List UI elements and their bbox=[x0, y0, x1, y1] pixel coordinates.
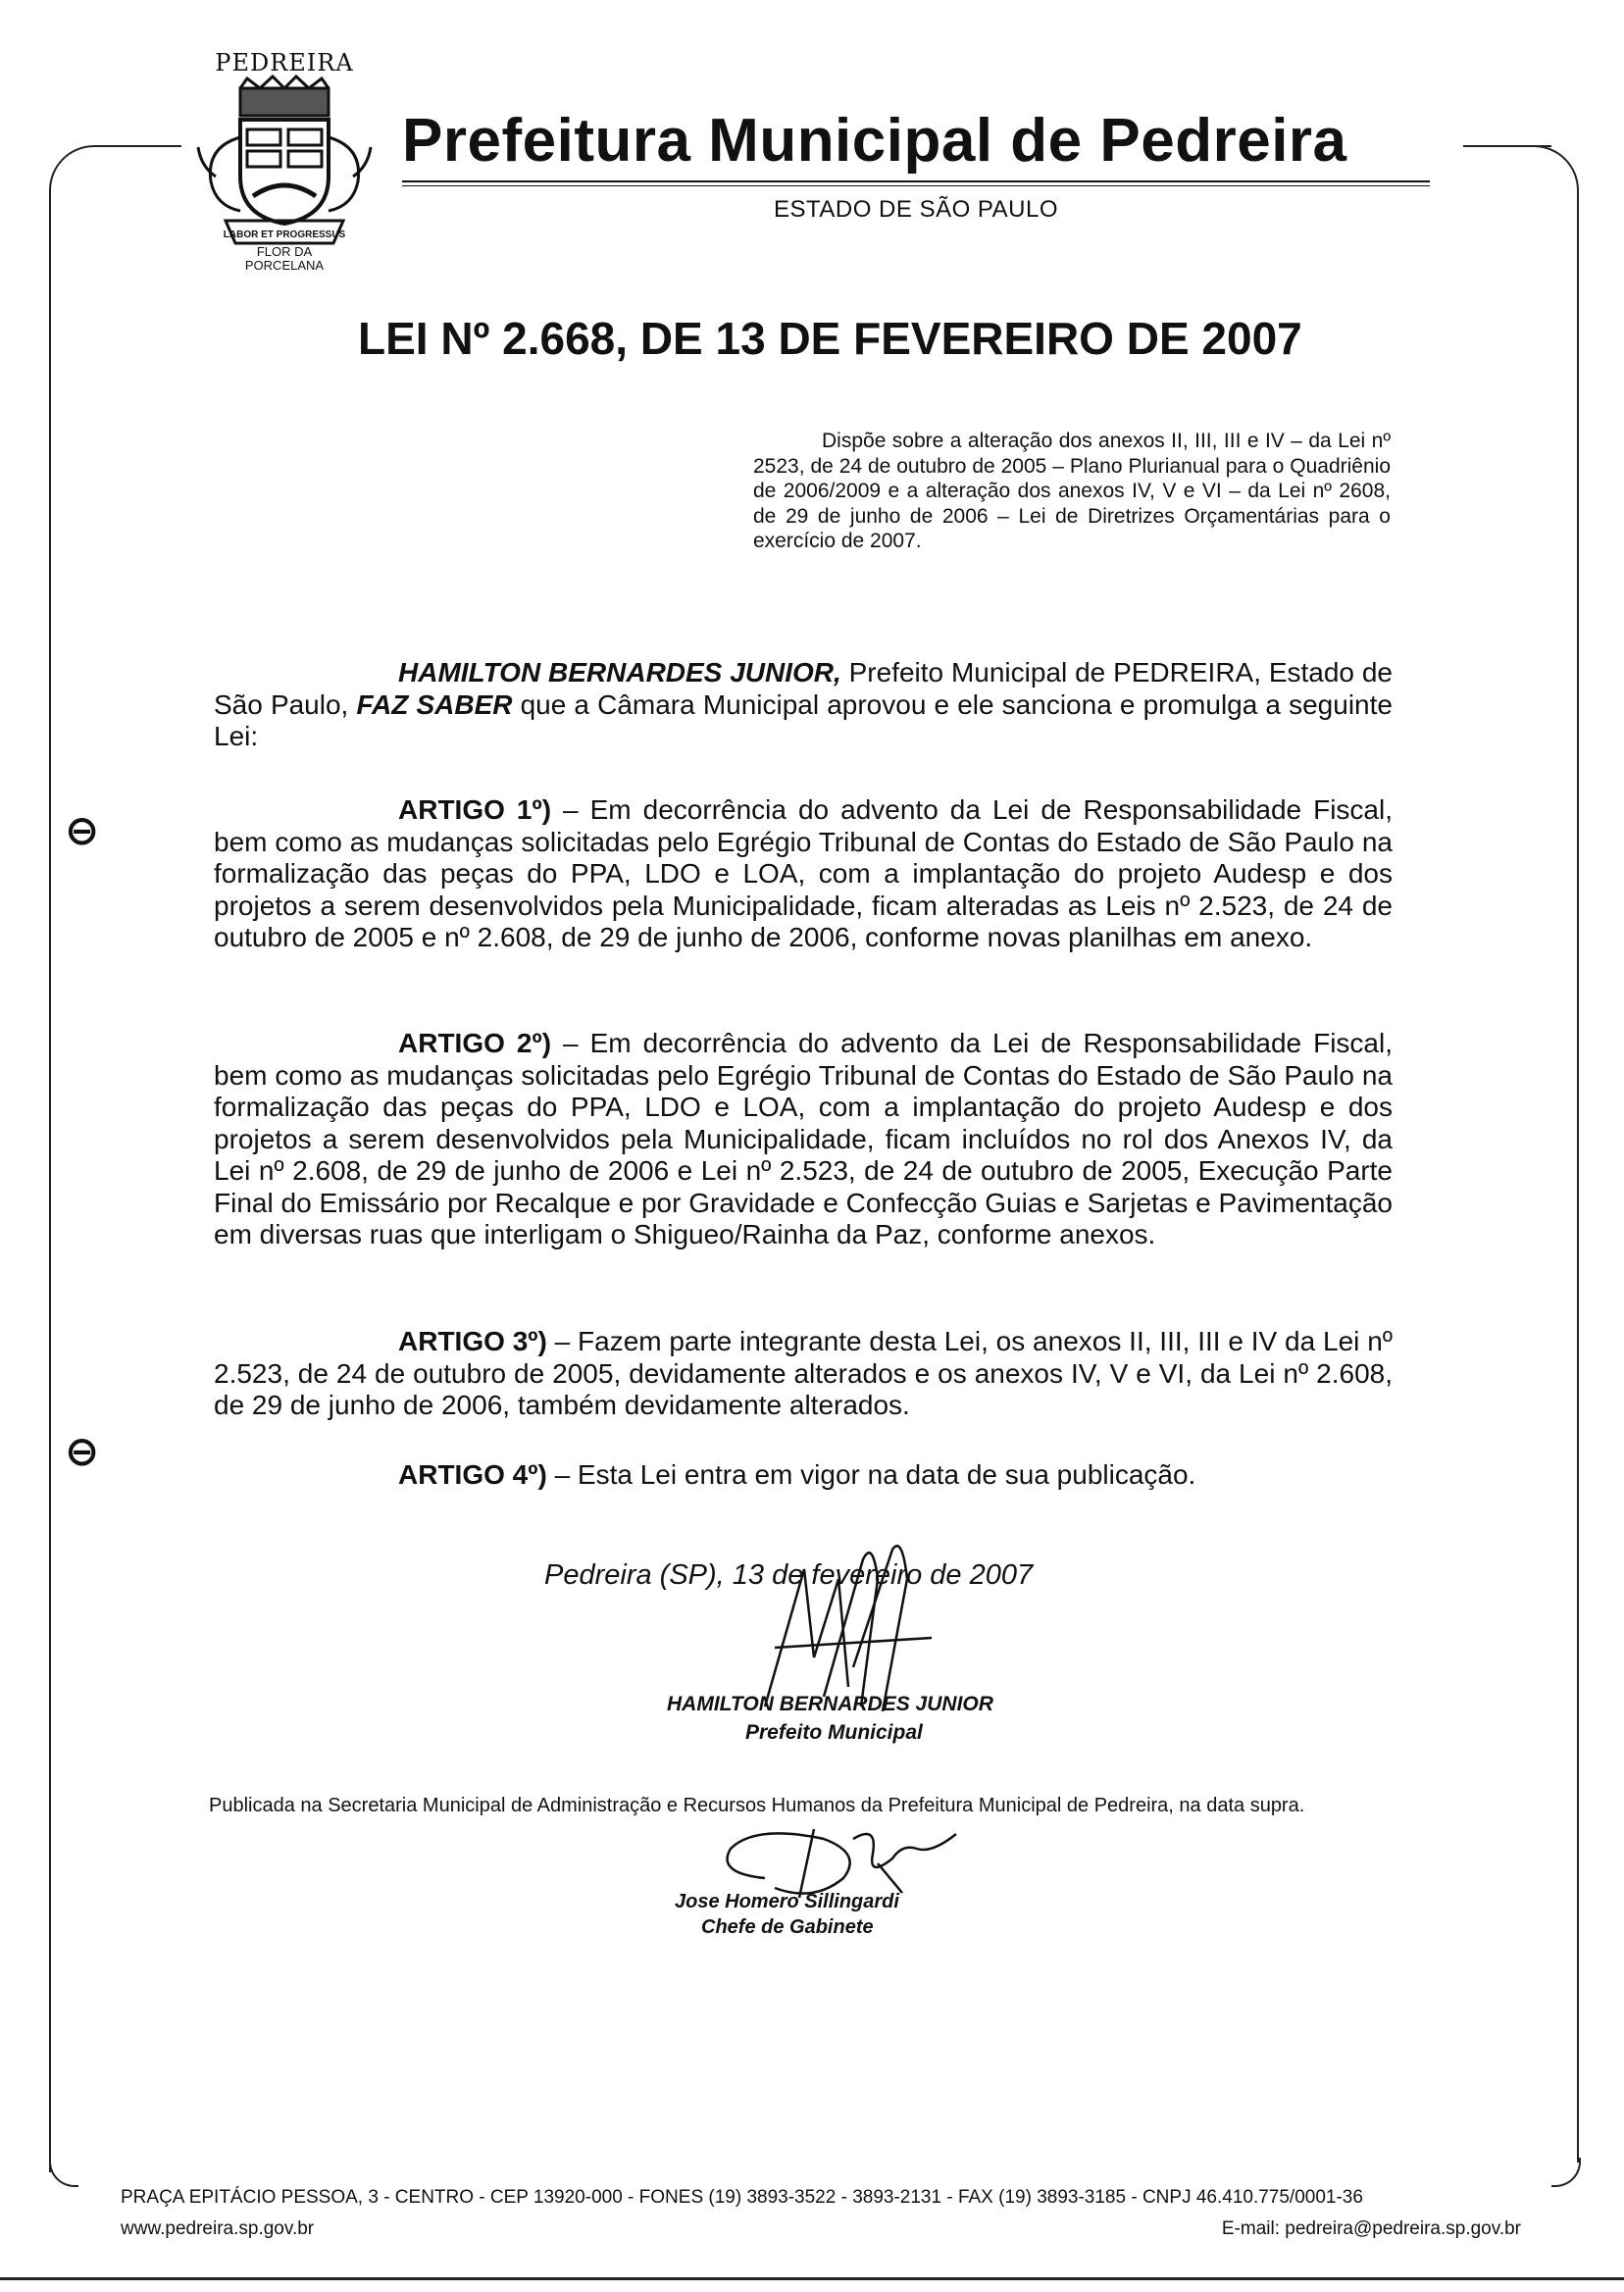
faz-saber: FAZ SABER bbox=[356, 688, 513, 720]
page-title: Prefeitura Municipal de Pedreira bbox=[402, 107, 1347, 175]
article-2 bbox=[214, 1028, 1393, 1251]
article-3-text: – Fazem parte integrante desta Lei, os anexos II, III, III e IV da Lei nº 2.523, de 24 de outubro de 2005, devidamente alterados e os anexos IV, V e VI, da Lei nº 2.608, de 29 de junho de 2006, também devidamente alterados. bbox=[214, 1326, 1393, 1420]
date-line: Pedreira (SP), 13 de fevereiro de 2007 bbox=[544, 1559, 1034, 1591]
crest-subtitle-line-1: FLOR DA bbox=[256, 244, 313, 259]
margin-mark-1: ⊖ bbox=[65, 806, 100, 854]
law-summary: Dispõe sobre a alteração dos anexos II, III, III e IV – da Lei nº 2523, de 24 de outubro de 2005 – Plano Plurianual para o Quadriênio de 2006/2009 e a alteração dos anexos IV, V e VI – da Lei nº 2608, de 29 de junho de 2006 – Lei de Diretrizes Orçamentárias para o exercício de 2007. bbox=[753, 430, 1391, 552]
frame-right bbox=[1577, 191, 1579, 2163]
article-4-label: ARTIGO 4º) bbox=[398, 1459, 547, 1490]
article-3-label: ARTIGO 3º) bbox=[398, 1326, 547, 1356]
preamble-text-1: Prefeito Municipal de PEDREIRA, Estado de São Paulo, bbox=[214, 657, 1393, 720]
mayor-name: HAMILTON BERNARDES JUNIOR, bbox=[398, 657, 841, 688]
footer-address: PRAÇA EPITÁCIO PESSOA, 3 - CENTRO - CEP 13920-000 - FONES (19) 3893-3522 - 3893-2131 - FAX (19) 3893-3185 - CNPJ 46.410.775/0001-36 bbox=[121, 2187, 1363, 2208]
title-underline bbox=[402, 180, 1430, 182]
crest-subtitle-line-2: PORCELANA bbox=[244, 258, 325, 273]
article-3 bbox=[214, 1326, 1393, 1422]
footer-website[interactable]: www.pedreira.sp.gov.br bbox=[121, 2218, 315, 2239]
preamble-text-2: que a Câmara Municipal aprovou e ele sanciona e promulga a seguinte Lei: bbox=[214, 688, 1393, 751]
state-subtitle: ESTADO DE SÃO PAULO bbox=[773, 196, 1058, 223]
chief-signature-name: Jose Homero Sillingardi bbox=[675, 1891, 899, 1912]
mayor-signature-name: HAMILTON BERNARDES JUNIOR bbox=[667, 1693, 993, 1715]
margin-mark-2: ⊖ bbox=[65, 1427, 100, 1475]
publication-note: Publicada na Secretaria Municipal de Administração e Recursos Humanos da Prefeitura Municipal de Pedreira, na data supra. bbox=[209, 1795, 1305, 1816]
bottom-scan-edge bbox=[0, 2277, 1624, 2280]
article-1 bbox=[214, 794, 1393, 954]
frame-corner-top-left bbox=[49, 145, 100, 196]
mayor-signature-role: Prefeito Municipal bbox=[745, 1721, 923, 1744]
frame-corner-bottom-left bbox=[49, 2158, 78, 2187]
article-4-text: – Esta Lei entra em vigor na data de sua publicação. bbox=[546, 1459, 1196, 1490]
article-2-label: ARTIGO 2º) bbox=[398, 1028, 552, 1058]
frame-corner-bottom-right bbox=[1551, 2158, 1581, 2187]
crest-name: PEDREIRA bbox=[215, 49, 354, 76]
crest-motto: LABOR ET PROGRESSUS bbox=[223, 229, 346, 240]
frame-corner-top-right bbox=[1530, 145, 1579, 196]
article-1-text: – Em decorrência do advento da Lei de Responsabilidade Fiscal, bem como as mudanças solicitadas pelo Egrégio Tribunal de Contas do Estado de São Paulo na formalização das peças do PPA, LDO e LOA, com a implantação do projeto Audesp e dos projetos a serem desenvolvidos pela Municipalidade, ficam alteradas as Leis nº 2.523, de 24 de outubro de 2005 e nº 2.608, de 29 de junho de 2006, conforme novas planilhas em anexo. bbox=[214, 794, 1393, 952]
law-title: LEI Nº 2.668, DE 13 DE FEVEREIRO DE 2007 bbox=[358, 313, 1302, 364]
municipal-crest bbox=[186, 49, 382, 275]
article-1-label: ARTIGO 1º) bbox=[398, 794, 552, 825]
footer-email[interactable]: E-mail: pedreira@pedreira.sp.gov.br bbox=[1221, 2218, 1521, 2239]
chief-signature-role: Chefe de Gabinete bbox=[701, 1916, 874, 1938]
frame-top-left bbox=[93, 145, 181, 147]
title-underline-2 bbox=[402, 185, 1430, 186]
preamble-paragraph bbox=[214, 657, 1393, 753]
article-4 bbox=[214, 1459, 1393, 1492]
crest-emblem-icon bbox=[186, 49, 382, 245]
article-2-text: – Em decorrência do advento da Lei de Responsabilidade Fiscal, bem como as mudanças solicitadas pelo Egrégio Tribunal de Contas do Estado de São Paulo na formalização das peças do PPA, LDO e LOA, com a implantação do projeto Audesp e dos projetos a serem desenvolvidos pela Municipalidade, ficam incluídos no rol dos Anexos IV, da Lei nº 2.608, de 29 de junho de 2006 e Lei nº 2.523, de 24 de outubro de 2005, Execução Parte Final do Emissário por Recalque e por Gravidade e Confecção Guias e Sarjetas e Pavimentação em diversas ruas que interligam o Shigueo/Rainha da Paz, conforme anexos. bbox=[214, 1028, 1393, 1249]
frame-left bbox=[49, 191, 51, 2172]
crest-subtitle bbox=[186, 245, 382, 273]
